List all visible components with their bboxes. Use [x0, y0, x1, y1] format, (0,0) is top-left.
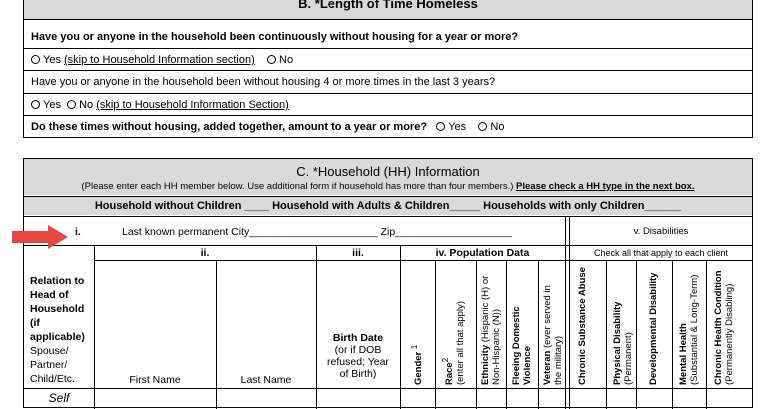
- q3-yes-radio[interactable]: [436, 122, 445, 131]
- q1-no-label: No: [279, 54, 294, 66]
- last-name-header: Last Name: [240, 374, 292, 386]
- chronic-substance-header: Chronic Substance Abuse: [577, 267, 588, 385]
- skip-household-link-2[interactable]: (skip to Household Information Section): [96, 99, 289, 111]
- last-city-zip-field[interactable]: Last known permanent City______________________ Zip____________________: [122, 226, 512, 238]
- mental-health-header: Mental Health (Substantial & Long-Term): [678, 274, 700, 385]
- row-i-label: i.: [75, 226, 81, 238]
- q1-no-radio[interactable]: [267, 55, 276, 64]
- subtitle-underlined: Please check a HH type in the next box.: [516, 181, 695, 192]
- question-continuous-homeless: Have you or anyone in the household been continuously without housing for a year or more?: [31, 31, 519, 43]
- chronic-health-header: Chronic Health Condition (Permanently Disabling): [713, 270, 735, 385]
- section-c-title: C. *Household (HH) Information: [296, 164, 480, 179]
- question-four-times: Have you or anyone in the household been without housing 4 or more times in the last 3 years?: [31, 76, 496, 88]
- gender-header: Gender $^1$: [410, 344, 425, 385]
- relation-header: Relation to Head of Household (if applicable) Spouse/ Partner/ Child/Etc.: [30, 275, 85, 385]
- q1-options: [31, 54, 293, 66]
- q2-yes-radio[interactable]: [31, 100, 40, 109]
- col-iii-label: iii.: [352, 247, 364, 259]
- q2-no-radio[interactable]: [67, 100, 76, 109]
- self-row-label: Self: [48, 391, 70, 405]
- subtitle-plain: (Please enter each HH member below. Use additional form if household has more than four members.): [81, 181, 514, 192]
- q1-yes-radio[interactable]: [31, 55, 40, 64]
- red-arrow-icon: [12, 225, 70, 249]
- developmental-header: Developmental Disability: [648, 272, 659, 385]
- household-type-options[interactable]: Household without Children ____ Household with Adults & Children_____ Households with only Children______: [94, 200, 682, 212]
- q2-yes-label: Yes: [43, 99, 61, 111]
- check-all-label: Check all that apply to each client: [593, 248, 729, 258]
- physical-disability-header: Physical Disability (Permanent): [612, 301, 634, 385]
- q3-yes-label: Yes: [448, 121, 467, 133]
- section-b-title: B. *Length of Time Homeless: [24, 0, 752, 20]
- fleeing-dv-header: Fleeing Domestic Violence: [511, 306, 533, 385]
- first-name-header: First Name: [129, 374, 181, 386]
- q2-no-label: No: [79, 99, 94, 111]
- section-c-subtitle: [24, 181, 752, 192]
- skip-household-link[interactable]: (skip to Household Information section): [64, 54, 255, 66]
- col-ii-label: ii.: [200, 247, 210, 259]
- birth-date-header: Birth Date (or if DOB refused; Year of Birth): [327, 332, 389, 380]
- q3-no-label: No: [490, 121, 505, 133]
- q3-no-radio[interactable]: [478, 122, 487, 131]
- question-year-total: Do these times without housing, added together, amount to a year or more?: [31, 121, 428, 133]
- section-c-household-info: [23, 158, 753, 408]
- q2-options: [31, 99, 289, 111]
- race-header: Race$^2$ (enter all that apply): [441, 301, 467, 385]
- veteran-header: Veteran (ever served in the military): [542, 285, 564, 385]
- col-iv-label: iv. Population Data: [435, 247, 530, 259]
- q1-yes-label: Yes: [43, 54, 61, 66]
- disabilities-label: v. Disabilities: [633, 226, 689, 237]
- section-b-length-homeless: [23, 0, 753, 138]
- ethnicity-header: Ethnicity (Hispanic (H) or Non-Hispanic (N)): [480, 275, 502, 385]
- q3-row: [31, 121, 504, 133]
